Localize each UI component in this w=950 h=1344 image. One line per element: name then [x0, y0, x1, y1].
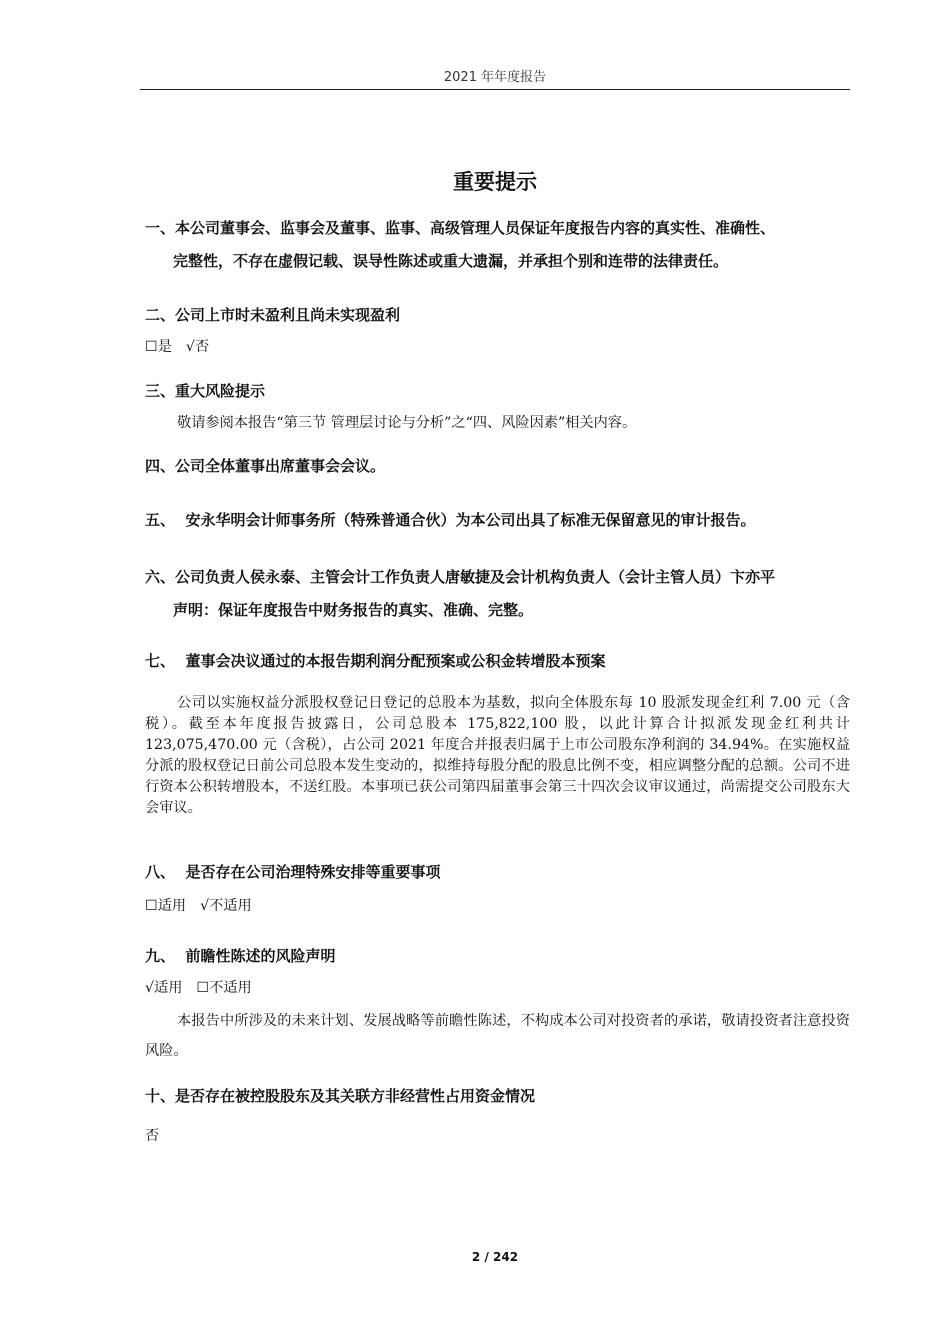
section-2-options	[145, 337, 850, 358]
section-6-line-2: 声明：保证年度报告中财务报告的真实、准确、完整。	[173, 601, 534, 619]
section-9-body: 本报告中所涉及的未来计划、发展战略等前瞻性陈述，不构成本公司对投资者的承诺，敬请投资者注意投资风险。	[145, 1013, 850, 1059]
section-9	[145, 940, 850, 973]
section-4	[145, 450, 850, 483]
section-5	[145, 504, 850, 537]
section-3-body: 敬请参阅本报告“第三节 管理层讨论与分析”之“四、风险因素”相关内容。	[177, 415, 637, 431]
section-9-heading: 九、 前瞻性陈述的风险声明	[145, 947, 336, 965]
section-9-body-block	[145, 1006, 850, 1066]
section-2	[145, 299, 850, 332]
section-8-heading: 八、 是否存在公司治理特殊安排等重要事项	[145, 863, 441, 881]
section-3	[145, 375, 850, 408]
option-applicable: ☐适用	[145, 898, 187, 914]
section-8-options	[145, 896, 850, 917]
section-1	[145, 212, 850, 278]
page-header: 2021 年年度报告	[443, 70, 547, 85]
header-divider	[140, 89, 850, 90]
section-9-options	[145, 978, 850, 999]
section-10-heading: 十、是否存在被控股股东及其关联方非经营性占用资金情况	[145, 1087, 536, 1105]
section-6	[145, 561, 850, 627]
section-1-line-2: 完整性，不存在虚假记载、误导性陈述或重大遗漏，并承担个别和连带的法律责任。	[173, 252, 729, 270]
section-3-heading: 三、重大风险提示	[145, 382, 266, 400]
option-not-applicable: √不适用	[200, 898, 252, 914]
page-number: 2 / 242	[471, 1250, 519, 1264]
option-no: √否	[185, 339, 210, 355]
page-title: 重要提示	[453, 170, 537, 194]
section-10	[145, 1080, 850, 1113]
section-3-body-block	[145, 413, 850, 434]
section-10-body-block	[145, 1126, 850, 1147]
option-applicable: √适用	[145, 980, 183, 996]
section-2-heading: 二、公司上市时未盈利且尚未实现盈利	[145, 306, 401, 324]
section-7-heading: 七、 董事会决议通过的本报告期利润分配预案或公积金转增股本预案	[145, 652, 606, 670]
section-8	[145, 856, 850, 889]
option-yes: ☐是	[145, 339, 172, 355]
section-1-line-1: 一、本公司董事会、监事会及董事、监事、高级管理人员保证年度报告内容的真实性、准确性、	[145, 219, 776, 237]
section-5-heading: 五、 安永华明会计师事务所（特殊普通合伙）为本公司出具了标准无保留意见的审计报告。	[145, 511, 756, 529]
section-4-heading: 四、公司全体董事出席董事会会议。	[145, 457, 386, 475]
section-7	[145, 645, 850, 678]
section-7-body: 公司以实施权益分派股权登记日登记的总股本为基数，拟向全体股东每 10 股派发现金红利 7.00 元（含税）。截至本年度报告披露日，公司总股本 175,822,100 股，以此计算合计拟派发现金红利共计 123,075,470.00 元（含税），占公司 2021 年度合并报表归属于上市公司股东净利润的 34.94%。在实施权益分派的股权登记日前公司总股本发生变动的，拟维持每股分配的股息比例不变，相应调整分配的总额。公司不进行资本公积转增股本，不送红股。本事项已获公司第四届董事会第三十四次会议审议通过，尚需提交公司股东大会审议。	[145, 695, 850, 816]
option-not-applicable: ☐不适用	[196, 980, 252, 996]
section-10-body: 否	[145, 1128, 160, 1144]
section-6-line-1: 六、公司负责人侯永泰、主管会计工作负责人唐敏捷及会计机构负责人（会计主管人员）卞亦平	[145, 568, 776, 586]
section-7-body-block	[145, 693, 850, 819]
